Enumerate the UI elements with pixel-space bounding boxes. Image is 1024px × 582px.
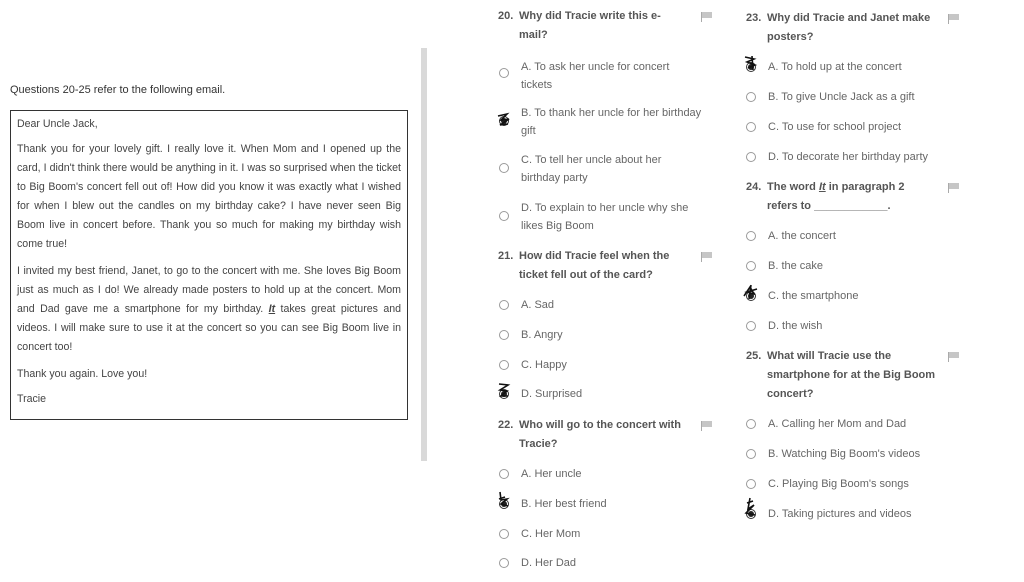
- question-text-line2: ticket fell out of the card?: [519, 269, 653, 281]
- question-text-line2: mail?: [519, 29, 548, 41]
- option-label: B. To give Uncle Jack as a gift: [768, 91, 915, 103]
- radio-button[interactable]: [499, 211, 509, 221]
- option-20a[interactable]: [499, 58, 719, 94]
- option-label-line2: gift: [521, 125, 536, 137]
- question-text-line2: posters?: [767, 31, 814, 43]
- option-label: C. To use for school project: [768, 121, 902, 133]
- radio-button[interactable]: [499, 68, 509, 78]
- option-label: B. Her best friend: [521, 498, 607, 510]
- radio-button[interactable]: [499, 469, 509, 479]
- radio-button[interactable]: [746, 152, 756, 162]
- radio-button[interactable]: [746, 479, 756, 489]
- flag-icon[interactable]: [701, 421, 713, 430]
- option-label-line1: B. To thank her uncle for her birthday: [521, 107, 702, 119]
- radio-button[interactable]: [746, 419, 756, 429]
- flag-icon[interactable]: [948, 352, 960, 361]
- flag-icon[interactable]: [701, 12, 713, 21]
- option-label: C. the smartphone: [768, 290, 859, 302]
- radio-button[interactable]: [746, 449, 756, 459]
- radio-button[interactable]: [499, 330, 509, 340]
- option-label: C. Playing Big Boom's songs: [768, 478, 909, 490]
- option-label: D. Her Dad: [521, 557, 577, 569]
- question-text-line1: What will Tracie use the: [767, 350, 892, 362]
- option-22a[interactable]: [499, 465, 699, 483]
- flag-icon[interactable]: [948, 14, 960, 23]
- option-label: A. Calling her Mom and Dad: [768, 418, 907, 430]
- option-label: A. Sad: [521, 299, 555, 311]
- option-21d[interactable]: [499, 385, 699, 403]
- radio-button[interactable]: [499, 558, 509, 568]
- question-text-line1: Why did Tracie and Janet make: [767, 12, 931, 24]
- option-22d[interactable]: [499, 554, 699, 572]
- option-20b[interactable]: [499, 104, 719, 140]
- option-label-line2: birthday party: [521, 172, 588, 184]
- email-paragraph-2-end: takes great pictures and videos. I will make sure to use it at the concert so you can see Big Boom live in concert too!: [17, 303, 401, 353]
- flag-icon[interactable]: [948, 183, 960, 192]
- email-greeting: Dear Uncle Jack,: [17, 118, 98, 130]
- question-number: 22.: [498, 419, 514, 431]
- question-text-line1: [767, 178, 905, 197]
- email-paragraph-2-start: I invited my best friend, Janet, to go to the concert with me. She loves Big Boom just as much as I do! We already made posters to hold up at the concert. Mom and Dad gave me a smartphone for my birthday.: [17, 265, 401, 315]
- option-label: B. Watching Big Boom's videos: [768, 448, 921, 460]
- option-22b[interactable]: [499, 495, 699, 513]
- panel-divider: [421, 48, 427, 461]
- email-passage: [10, 110, 408, 420]
- option-label: D. Taking pictures and videos: [768, 508, 912, 520]
- radio-button-selected[interactable]: [746, 62, 756, 72]
- question-text-line2: refers to ____________.: [767, 200, 891, 212]
- option-label: C. Happy: [521, 359, 567, 371]
- question-text-line1: How did Tracie feel when the: [519, 250, 670, 262]
- email-word-it: It: [268, 303, 276, 315]
- option-label: A. To hold up at the concert: [768, 61, 902, 73]
- question-text-line1: Who will go to the concert with: [519, 419, 681, 431]
- option-label: C. Her Mom: [521, 528, 581, 540]
- option-20d[interactable]: [499, 199, 719, 235]
- option-24c[interactable]: [746, 287, 976, 305]
- email-closing: Thank you again. Love you!: [17, 368, 148, 380]
- option-25d[interactable]: [746, 505, 976, 523]
- option-label: D. Surprised: [521, 388, 583, 400]
- question-number: 21.: [498, 250, 514, 262]
- option-25b[interactable]: [746, 445, 976, 463]
- option-label: A. Her uncle: [521, 468, 582, 480]
- option-24b[interactable]: [746, 257, 976, 275]
- radio-button[interactable]: [746, 261, 756, 271]
- option-25a[interactable]: [746, 415, 976, 433]
- radio-button[interactable]: [746, 231, 756, 241]
- question-text-post: in paragraph 2: [825, 181, 905, 193]
- radio-button-selected[interactable]: [499, 389, 509, 399]
- option-label: A. the concert: [768, 230, 836, 242]
- option-23a[interactable]: [746, 58, 976, 76]
- radio-button[interactable]: [499, 163, 509, 173]
- option-label: B. Angry: [521, 329, 563, 341]
- question-text-line2: smartphone for at the Big Boom: [767, 369, 936, 381]
- question-word-it: It: [818, 181, 826, 193]
- option-23c[interactable]: [746, 118, 976, 136]
- question-text-line2: Tracie?: [519, 438, 558, 450]
- option-22c[interactable]: [499, 525, 699, 543]
- question-text-line1: Why did Tracie write this e-: [519, 10, 661, 22]
- option-label-line2: likes Big Boom: [521, 220, 594, 232]
- question-number: 25.: [746, 350, 762, 362]
- option-23b[interactable]: [746, 88, 976, 106]
- radio-button[interactable]: [499, 529, 509, 539]
- radio-button-selected[interactable]: [746, 291, 756, 301]
- email-paragraph-2: [17, 262, 401, 357]
- radio-button[interactable]: [499, 360, 509, 370]
- question-number: 23.: [746, 12, 762, 24]
- option-24a[interactable]: [746, 227, 976, 245]
- option-24d[interactable]: [746, 317, 976, 335]
- radio-button[interactable]: [746, 321, 756, 331]
- option-21b[interactable]: [499, 326, 699, 344]
- option-label: D. the wish: [768, 320, 823, 332]
- question-text-pre: The word: [767, 181, 819, 193]
- option-21c[interactable]: [499, 356, 699, 374]
- flag-icon[interactable]: [701, 252, 713, 261]
- email-paragraph-1: Thank you for your lovely gift. I really love it. When Mom and I opened up the card, I didn't think there would be anything in it. I was so surprised when the ticket to Big Boom's concert fell out of! How did you know it was exactly what I wished for when I blew out the candles on my birthday cake? I have never seen Big Boom live in concert before. Thank you so much for making my birthday wish come true!: [17, 143, 401, 250]
- option-21a[interactable]: [499, 296, 699, 314]
- question-text-line3: concert?: [767, 388, 814, 400]
- option-label: D. To decorate her birthday party: [768, 151, 928, 163]
- email-signature: Tracie: [17, 393, 47, 405]
- option-label-line1: A. To ask her uncle for concert: [521, 61, 670, 73]
- radio-button-selected[interactable]: [499, 499, 509, 509]
- option-23d[interactable]: [746, 148, 976, 166]
- radio-button[interactable]: [499, 300, 509, 310]
- radio-button[interactable]: [746, 122, 756, 132]
- passage-intro: Questions 20-25 refer to the following email.: [10, 84, 226, 96]
- radio-button[interactable]: [746, 92, 756, 102]
- option-label: B. the cake: [768, 260, 824, 272]
- question-number: 24.: [746, 181, 762, 193]
- option-20c[interactable]: [499, 151, 719, 187]
- option-label-line1: D. To explain to her uncle why she: [521, 202, 689, 214]
- radio-button-selected[interactable]: [746, 509, 756, 519]
- radio-button-selected[interactable]: [499, 116, 509, 126]
- option-label-line1: C. To tell her uncle about her: [521, 154, 662, 166]
- option-label-line2: tickets: [521, 79, 553, 91]
- question-number: 20.: [498, 10, 514, 22]
- option-25c[interactable]: [746, 475, 976, 493]
